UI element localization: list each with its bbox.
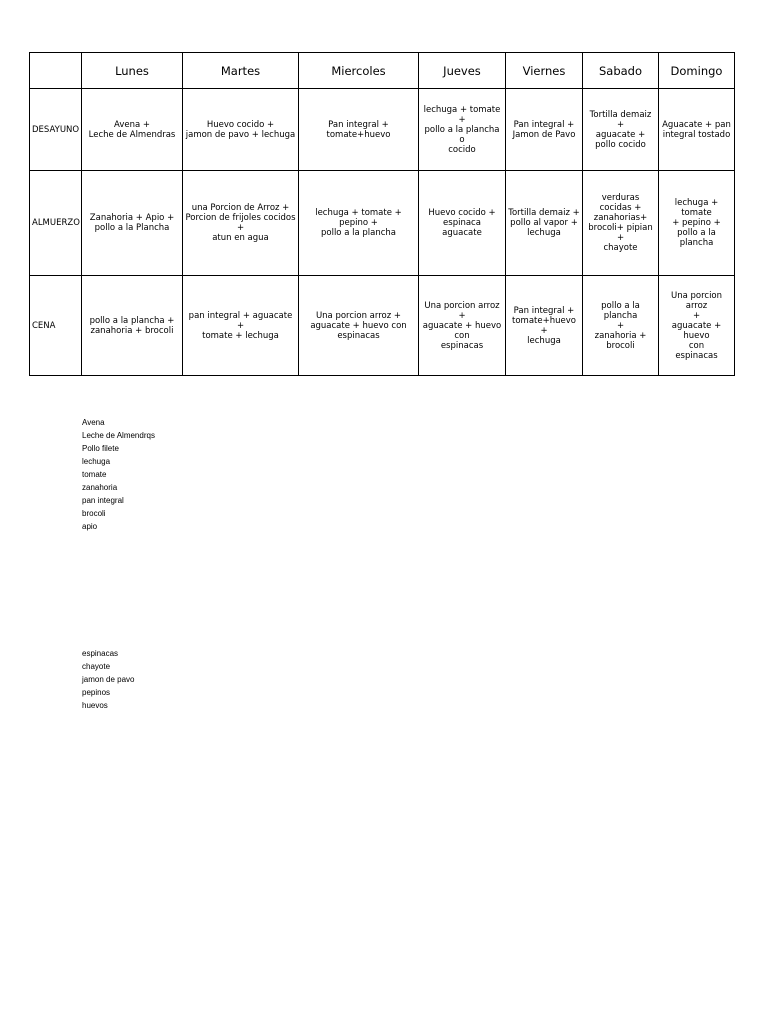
list-item: jamon de pavo <box>82 675 135 684</box>
meal-cell: Aguacate + pan integral tostado <box>659 89 735 171</box>
day-header: Sabado <box>583 53 659 89</box>
meal-label: ALMUERZO <box>30 171 82 276</box>
meal-cell: lechuga + tomate + pollo a la plancha o cocido <box>419 89 506 171</box>
table-row-desayuno <box>30 89 735 171</box>
meal-cell: Tortilla demaiz + pollo al vapor + lechuga <box>506 171 583 276</box>
meal-cell: Pan integral + tomate+huevo <box>299 89 419 171</box>
meal-cell: Tortilla demaiz + aguacate + pollo cocido <box>583 89 659 171</box>
day-header: Domingo <box>659 53 735 89</box>
meal-cell: pan integral + aguacate + tomate + lechuga <box>183 276 299 376</box>
list-item: pan integral <box>82 496 124 505</box>
meal-cell: Pan integral + tomate+huevo + lechuga <box>506 276 583 376</box>
meal-cell: lechuga + tomate + pepino + pollo a la plancha <box>299 171 419 276</box>
meal-cell: Huevo cocido + espinaca aguacate <box>419 171 506 276</box>
meal-cell: Pan integral + Jamon de Pavo <box>506 89 583 171</box>
shopping-list-1 <box>82 416 155 533</box>
day-header: Lunes <box>82 53 183 89</box>
list-item: lechuga <box>82 457 111 466</box>
list-item: chayote <box>82 662 111 671</box>
day-header: Jueves <box>419 53 506 89</box>
list-item: pepinos <box>82 688 111 697</box>
list-item: zanahoria <box>82 483 118 492</box>
meal-cell: Huevo cocido + jamon de pavo + lechuga <box>183 89 299 171</box>
meal-label: CENA <box>30 276 82 376</box>
day-header: Martes <box>183 53 299 89</box>
list-item: espinacas <box>82 649 119 658</box>
corner-cell <box>30 53 82 89</box>
meal-label: DESAYUNO <box>30 89 82 171</box>
meal-cell: lechuga + tomate + pepino + pollo a la plancha <box>659 171 735 276</box>
meal-cell: Una porcion arroz + aguacate + huevo con espinacas <box>659 276 735 376</box>
list-item: tomate <box>82 470 107 479</box>
meal-cell: pollo a la plancha + zanahoria + brocoli <box>583 276 659 376</box>
table-row-cena <box>30 276 735 376</box>
header-row <box>30 53 735 89</box>
meal-cell: Una porcion arroz + aguacate + huevo con espinacas <box>299 276 419 376</box>
table-row-almuerzo <box>30 171 735 276</box>
list-item: brocoli <box>82 509 106 518</box>
list-item: Pollo filete <box>82 444 119 453</box>
meal-cell: Una porcion arroz + aguacate + huevo con espinacas <box>419 276 506 376</box>
meal-cell: Avena + Leche de Almendras <box>82 89 183 171</box>
day-header: Miercoles <box>299 53 419 89</box>
day-header: Viernes <box>506 53 583 89</box>
meal-cell: una Porcion de Arroz + Porcion de frijoles cocidos + atun en agua <box>183 171 299 276</box>
meal-cell: verduras cocidas + zanahorias+ brocoli+ pipian + chayote <box>583 171 659 276</box>
list-item: apio <box>82 522 98 531</box>
list-item: Leche de Almendrqs <box>82 431 155 440</box>
list-item: huevos <box>82 701 108 710</box>
meal-cell: pollo a la plancha + zanahoria + brocoli <box>82 276 183 376</box>
list-item: Avena <box>82 418 105 427</box>
shopping-list-2 <box>82 647 134 712</box>
meal-cell: Zanahoria + Apio + pollo a la Plancha <box>82 171 183 276</box>
meal-plan-table <box>29 52 735 376</box>
